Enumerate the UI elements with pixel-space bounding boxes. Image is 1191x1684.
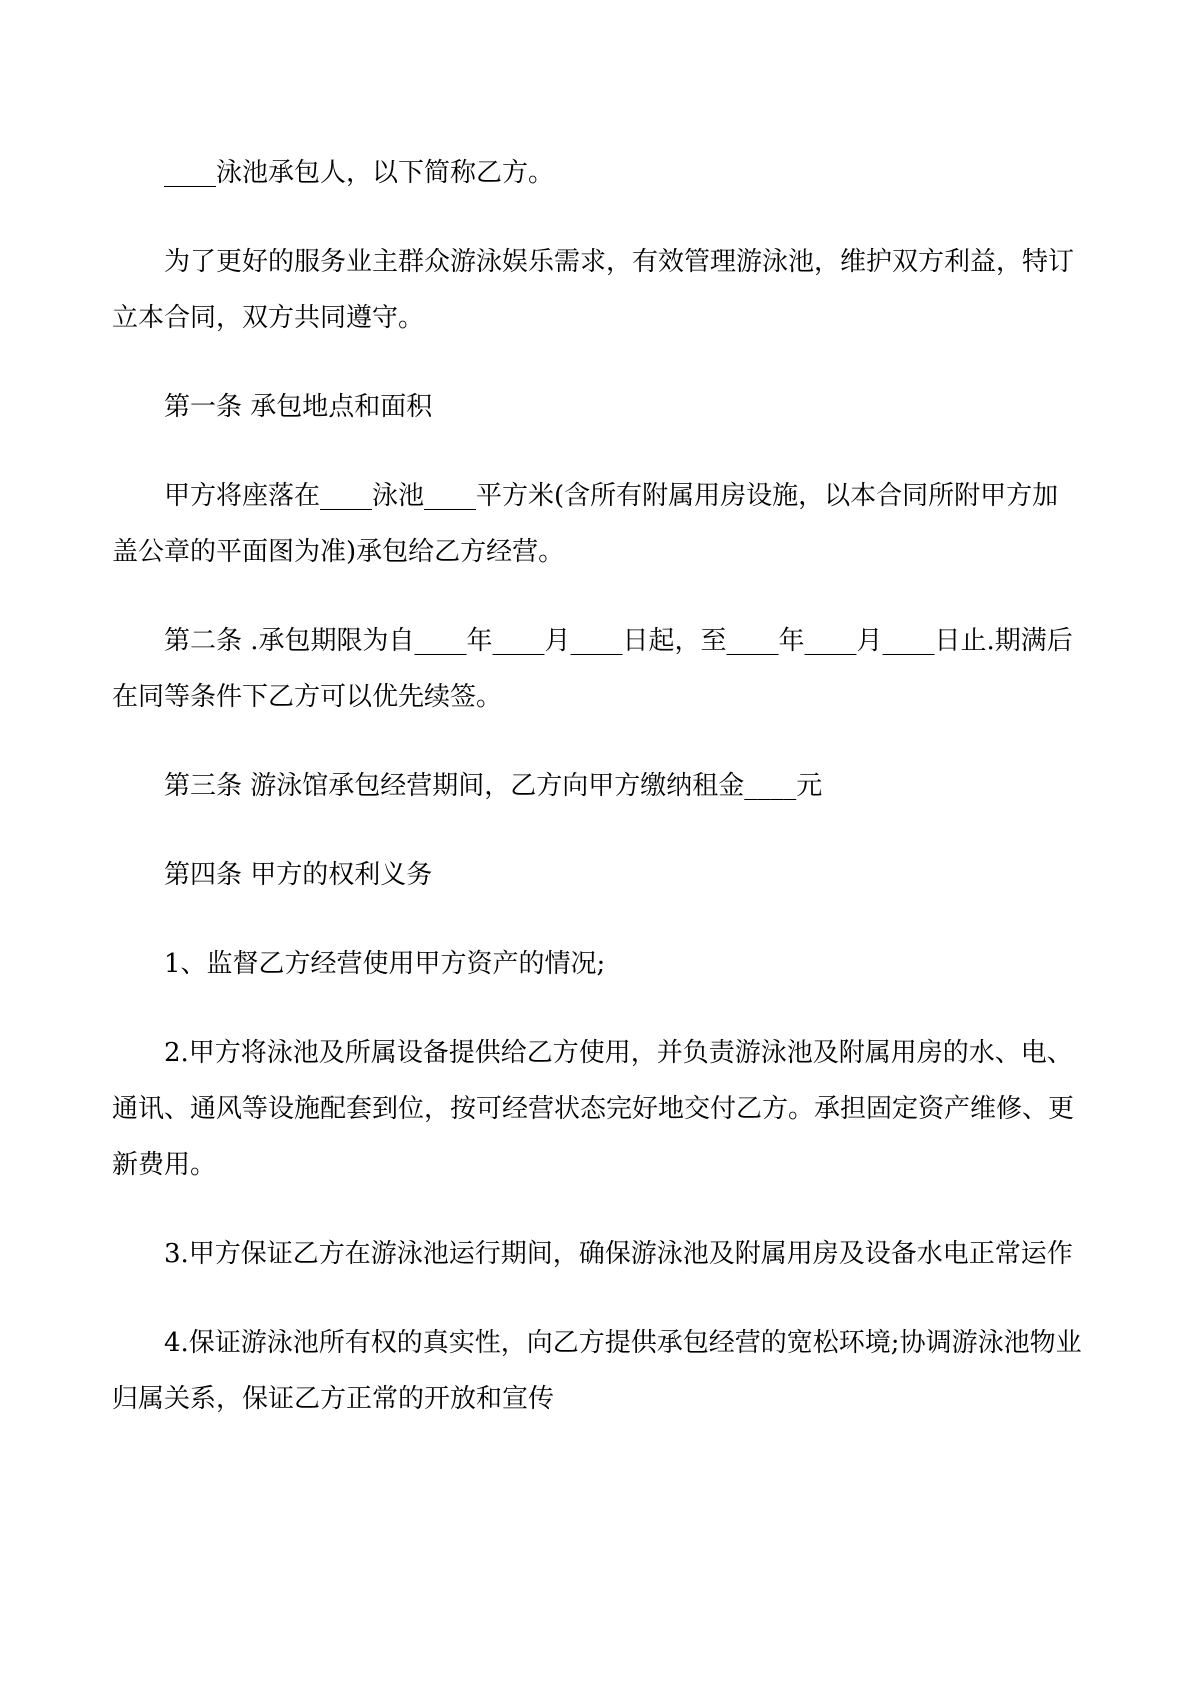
article-4-item-1: 1、监督乙方经营使用甲方资产的情况; [164,949,606,979]
article-1-text: 甲方将座落在____泳池____平方米(含所有附属用房设施，以本合同所附甲方加盖公章的平面图为准)承包给乙方经营。 [112,481,1059,567]
article-4-item-3: 3.甲方保证乙方在游泳池运行期间，确保游泳池及附属用房及设备水电正常运作 [164,1239,1073,1269]
paragraph-purpose: 为了更好的服务业主群众游泳娱乐需求，有效管理游泳池，维护双方利益，特订立本合同，双方共同遵守。 [112,247,1075,333]
document-body [112,145,1084,1460]
article-2-text: 第二条 .承包期限为自____年____月____日起，至____年____月____日止.期满后在同等条件下乙方可以优先续签。 [112,626,1073,712]
article-3-text: 第三条 游泳馆承包经营期间，乙方向甲方缴纳租金____元 [164,771,823,801]
article-1-heading: 第一条 承包地点和面积 [164,392,433,422]
article-4-item-2: 2.甲方将泳池及所属设备提供给乙方使用，并负责游泳池及附属用房的水、电、通讯、通风等设施配套到位，按可经营状态完好地交付乙方。承担固定资产维修、更新费用。 [112,1038,1075,1180]
article-4-item-4: 4.保证游泳池所有权的真实性，向乙方提供承包经营的宽松环境;协调游泳池物业归属关系，保证乙方正常的开放和宣传 [112,1328,1082,1414]
article-4-heading: 第四条 甲方的权利义务 [164,860,433,890]
paragraph-party-b: ____泳池承包人，以下简称乙方。 [164,158,555,188]
